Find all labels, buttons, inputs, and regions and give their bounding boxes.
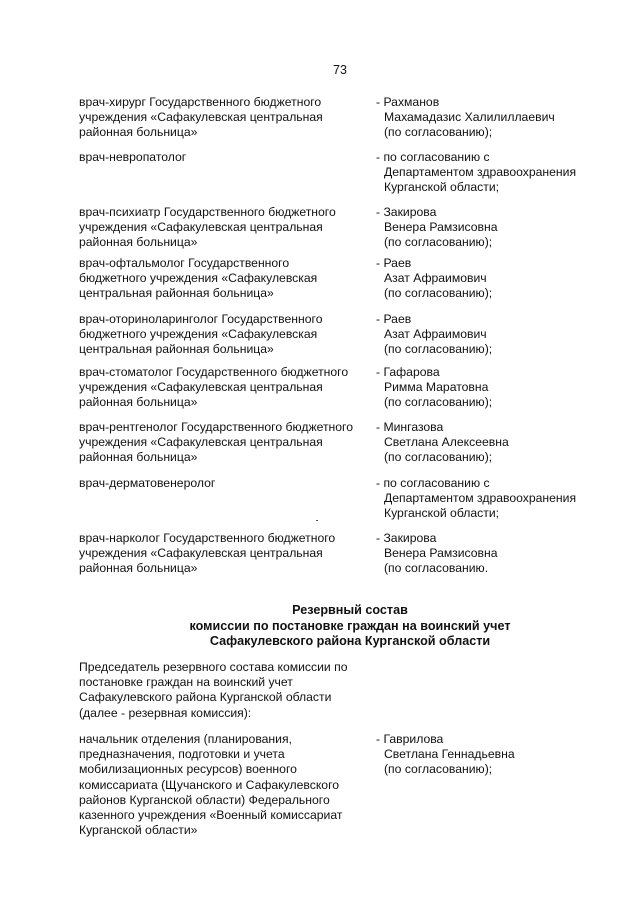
member-person-dentist: [376, 365, 606, 411]
person-line: - Рахманов: [376, 95, 440, 109]
person-line: (по согласованию.: [384, 561, 489, 576]
role-line: предназначения, подготовки и учета: [79, 747, 285, 762]
role-line: врач-хирург Государственного бюджетного: [79, 95, 322, 109]
page-number: 73: [333, 63, 347, 77]
person-line: (по согласованию);: [384, 342, 493, 357]
title-line: Сафакулевского района Курганской области: [209, 634, 491, 648]
person-line: - Мингазова: [376, 420, 444, 434]
reserve-chair-paragraph: [79, 660, 379, 721]
role-line: центральная районная больница»: [79, 342, 274, 357]
person-line: (по согласованию);: [384, 395, 493, 410]
person-line: (по согласованию);: [384, 286, 493, 301]
role-line: врач-психиатр Государственного бюджетного: [79, 205, 336, 219]
role-line: районов Курганской области) Федерального: [79, 792, 330, 807]
member-role-neurologist: [79, 150, 379, 165]
person-line: Курганской области;: [384, 506, 500, 521]
person-line: Римма Маратовна: [384, 380, 489, 395]
member-person-otolaryngologist: [376, 312, 606, 358]
person-line: Азат Афраимович: [384, 327, 487, 342]
role-line: врач-оториноларинголог Государственного: [79, 312, 323, 326]
role-line: учреждения «Сафакулевская центральная: [79, 435, 323, 450]
role-line: районная больница»: [79, 561, 198, 576]
chair-line: Сафакулевского района Курганской области: [79, 690, 332, 705]
member-person-psychiatrist: [376, 205, 606, 251]
person-line: - Раев: [376, 256, 412, 270]
role-line: бюджетного учреждения «Сафакулевская: [79, 327, 318, 342]
role-line: районная больница»: [79, 395, 198, 410]
person-line: Светлана Алексеевна: [384, 435, 509, 450]
member-role-ophthalmologist: [79, 256, 379, 302]
role-line: комиссариата (Щучанского и Сафакулевского: [79, 777, 340, 792]
chair-line: (далее - резервная комиссия):: [79, 705, 252, 720]
member-role-psychiatrist: [79, 205, 379, 251]
member-role-radiologist: [79, 420, 379, 466]
chair-line: Председатель резервного состава комиссии по: [79, 660, 348, 674]
member-role-narcologist: [79, 531, 379, 577]
person-line: - Гафарова: [376, 365, 440, 379]
person-line: (по согласованию);: [384, 235, 493, 250]
title-line: комиссии по постановке граждан на воинский учет: [189, 618, 511, 633]
title-line: Резервный состав: [292, 603, 408, 617]
role-line: бюджетного учреждения «Сафакулевская: [79, 271, 318, 286]
member-person-neurologist: [376, 150, 606, 196]
member-person-ophthalmologist: [376, 256, 606, 302]
person-line: Венера Рамзисовна: [384, 546, 498, 561]
person-line: Венера Рамзисовна: [384, 220, 498, 235]
role-line: районная больница»: [79, 235, 198, 250]
member-role-otolaryngologist: [79, 312, 379, 358]
role-line: учреждения «Сафакулевская центральная: [79, 110, 323, 125]
role-line: Курганской области»: [79, 823, 198, 838]
person-line: Азат Афраимович: [384, 271, 487, 286]
role-line: врач-нарколог Государственного бюджетного: [79, 531, 336, 545]
person-line: Департаментом здравоохранения: [384, 165, 577, 180]
person-line: - Закирова: [376, 205, 437, 219]
member-person-radiologist: [376, 420, 606, 466]
person-line: - Раев: [376, 312, 412, 326]
person-line: (по согласованию);: [384, 125, 493, 140]
person-line: - по согласованию с: [376, 476, 490, 490]
chair-line: постановке граждан на воинский учет: [79, 675, 293, 690]
role-line: врач-невропатолог: [79, 150, 187, 164]
role-line: центральная районная больница»: [79, 286, 274, 301]
person-line: - Гаврилова: [376, 732, 444, 746]
person-line: - по согласованию с: [376, 150, 490, 164]
role-line: учреждения «Сафакулевская центральная: [79, 546, 323, 561]
reserve-member-role: [79, 732, 379, 838]
role-line: врач-стоматолог Государственного бюджетного: [79, 365, 349, 379]
reserve-section-title: [150, 603, 550, 650]
person-line: Махамадазис Халилиллаевич: [384, 110, 555, 125]
role-line: врач-офтальмолог Государственного: [79, 256, 290, 270]
member-role-surgeon: [79, 95, 379, 141]
role-line: учреждения «Сафакулевская центральная: [79, 220, 323, 235]
person-line: Курганской области;: [384, 180, 500, 195]
role-line: начальник отделения (планирования,: [79, 732, 292, 746]
role-line: учреждения «Сафакулевская центральная: [79, 380, 323, 395]
role-line: казенного учреждения «Военный комиссариат: [79, 808, 343, 823]
member-person-narcologist: [376, 531, 606, 577]
role-line: мобилизационных ресурсов) военного: [79, 762, 297, 777]
role-line: врач-дерматовенеролог: [79, 476, 216, 490]
role-line: врач-рентгенолог Государственного бюджетного: [79, 420, 354, 434]
member-person-surgeon: [376, 95, 606, 141]
person-line: (по согласованию);: [384, 450, 493, 465]
member-role-dentist: [79, 365, 379, 411]
person-line: - Закирова: [376, 531, 437, 545]
role-line: районная больница»: [79, 450, 198, 465]
person-line: Светлана Геннадьевна: [384, 747, 515, 762]
person-line: Департаментом здравоохранения: [384, 491, 577, 506]
member-person-dermatovenerologist: [376, 476, 606, 522]
member-role-dermatovenerologist: [79, 476, 379, 491]
role-line: районная больница»: [79, 125, 198, 140]
scan-speck: [316, 520, 318, 521]
reserve-member-person: [376, 732, 606, 778]
person-line: (по согласованию);: [384, 762, 493, 777]
